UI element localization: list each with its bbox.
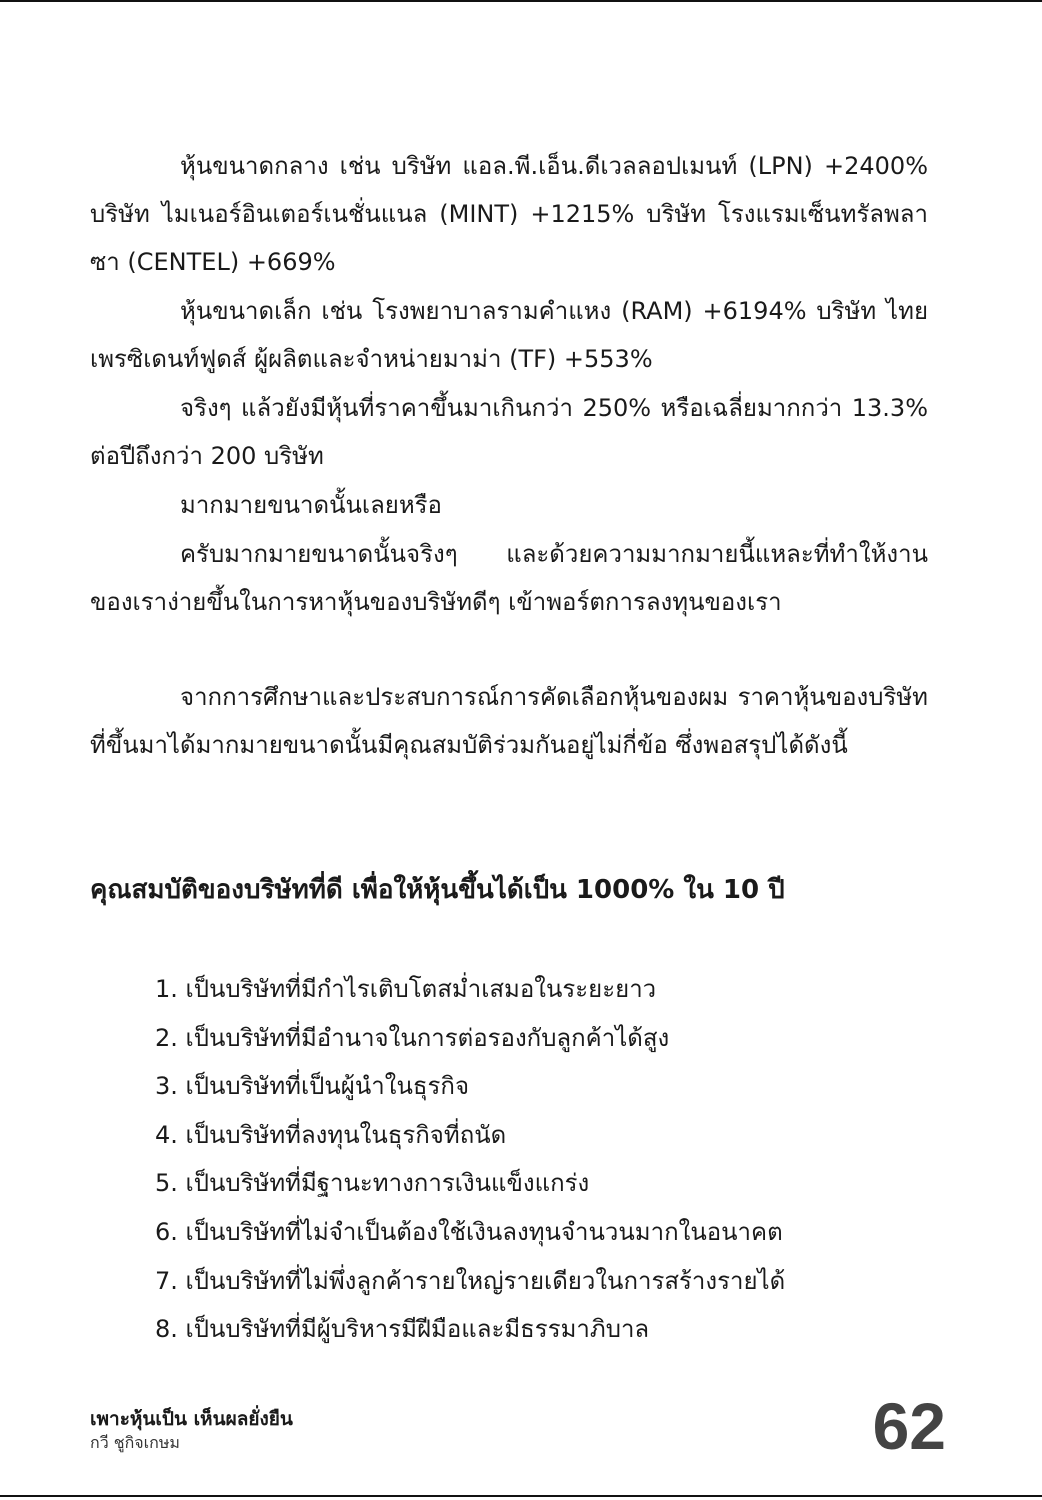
author-name: กวี ชูกิจเกษม [90, 1433, 180, 1452]
section-heading: คุณสมบัติของบริษัทที่ดี เพื่อให้หุ้นขึ้นได้เป็น 1000% ใน 10 ปี [90, 875, 785, 905]
list-item: 1. เป็นบริษัทที่มีกำไรเติบโตสม่ำเสมอในระยะยาว [155, 975, 657, 1003]
paragraph-more-stocks: จริงๆ แล้วยังมีหุ้นที่ราคาขึ้นมาเกินกว่า 250% หรือเฉลี่ยมากกว่า 13.3% ต่อปีถึงกว่า 200 บริษัท [90, 394, 928, 470]
qualities-list [155, 965, 785, 1354]
paragraph-summary: จากการศึกษาและประสบการณ์การคัดเลือกหุ้นของผม ราคาหุ้นของบริษัทที่ขึ้นมาได้มากมายขนาดนั้นมีคุณสมบัติร่วมกันอยู่ไม่กี่ข้อ ซึ่งพอสรุปได้ดังนี้ [90, 683, 928, 759]
list-item: 6. เป็นบริษัทที่ไม่จำเป็นต้องใช้เงินลงทุนจำนวนมากในอนาคต [155, 1217, 783, 1246]
list-item: 7. เป็นบริษัทที่ไม่พึ่งลูกค้ารายใหญ่รายเดียวในการสร้างรายได้ [155, 1266, 786, 1295]
paragraph-small-cap: หุ้นขนาดเล็ก เช่น โรงพยาบาลรามคำแหง (RAM) +6194% บริษัท ไทยเพรซิเดนท์ฟูดส์ ผู้ผลิตและจำหน่ายมาม่า (TF) +553% [90, 297, 928, 373]
paragraph-question: มากมายขนาดนั้นเลยหรือ [180, 491, 442, 519]
top-rule [0, 0, 1042, 2]
list-item: 3. เป็นบริษัทที่เป็นผู้นำในธุรกิจ [155, 1072, 470, 1101]
bottom-rule [0, 1495, 1042, 1497]
paragraph-answer: ครับมากมายขนาดนั้นจริงๆ และด้วยความมากมายนี้แหละที่ทำให้งานของเราง่ายขึ้นในการหาหุ้นของบริษัทดีๆ เข้าพอร์ตการลงทุนของเรา [90, 540, 928, 616]
list-item: 5. เป็นบริษัทที่มีฐานะทางการเงินแข็งแกร่ง [155, 1169, 590, 1198]
list-item: 2. เป็นบริษัทที่มีอำนาจในการต่อรองกับลูกค้าได้สูง [155, 1023, 670, 1052]
book-title: เพาะหุ้นเป็น เห็นผลยั่งยืน [90, 1408, 293, 1430]
list-item: 8. เป็นบริษัทที่มีผู้บริหารมีฝีมือและมีธรรมาภิบาล [155, 1315, 650, 1344]
paragraph-mid-cap: หุ้นขนาดกลาง เช่น บริษัท แอล.พี.เอ็น.ดีเวลลอปเมนท์ (LPN) +2400% บริษัท ไมเนอร์อินเตอร์เนชั่นแนล (MINT) +1215% บริษัท โรงแรมเซ็นทรัลพลาซา (CENTEL) +669% [90, 152, 928, 276]
page-number: 62 [872, 1389, 946, 1463]
list-item: 4. เป็นบริษัทที่ลงทุนในธุรกิจที่ถนัด [155, 1120, 507, 1149]
